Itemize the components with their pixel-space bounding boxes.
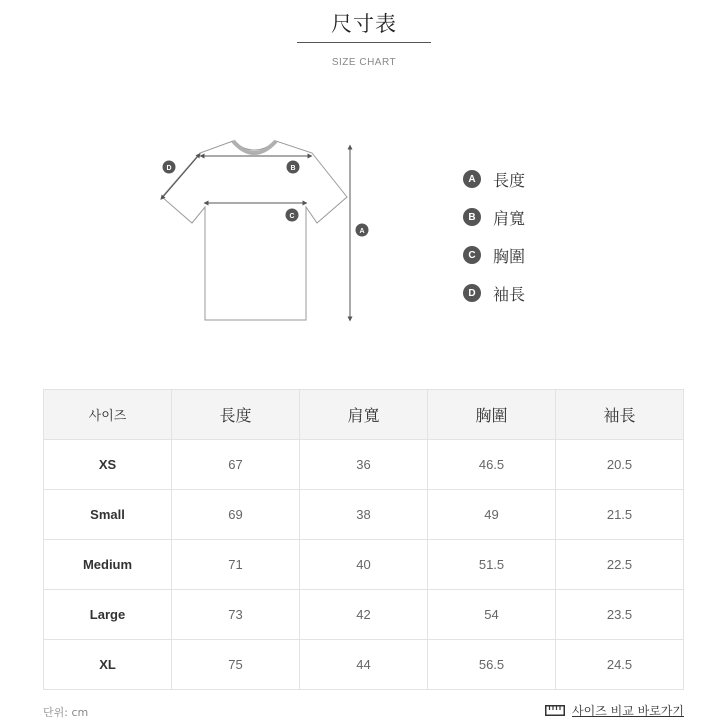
legend-badge: B [463,208,481,226]
table-cell: 54 [428,590,556,640]
table-cell: 42 [300,590,428,640]
size-compare-link[interactable] [545,702,684,719]
size-cell: Small [44,490,172,540]
column-header-chest: 胸圍 [428,390,556,440]
legend-item-chest [463,236,583,274]
table-cell: 22.5 [556,540,684,590]
tshirt-diagram [150,135,380,330]
size-cell: XL [44,640,172,690]
tshirt-outline [162,141,347,320]
legend-label: 袖長 [493,284,526,304]
table-cell: 49 [428,490,556,540]
column-header-shoulder: 肩寬 [300,390,428,440]
table-cell: 51.5 [428,540,556,590]
table-header-row [44,390,684,440]
column-header-size: 사이즈 [44,390,172,440]
table-cell: 40 [300,540,428,590]
legend-item-shoulder [463,198,583,236]
page-title: 尺寸表 [331,12,397,36]
svg-text:A: A [359,228,365,235]
table-cell: 69 [172,490,300,540]
table-cell: 21.5 [556,490,684,540]
measurement-legend [463,160,583,312]
svg-text:C: C [289,213,295,220]
size-cell: Large [44,590,172,640]
page-subtitle: SIZE CHART [331,57,397,68]
column-header-length: 長度 [172,390,300,440]
table-cell: 38 [300,490,428,540]
marker-c [286,209,299,222]
table-row [44,640,684,690]
legend-badge: C [463,246,481,264]
column-header-sleeve: 袖長 [556,390,684,440]
svg-text:D: D [166,165,172,172]
legend-badge: A [463,170,481,188]
table-row [44,540,684,590]
table-cell: 24.5 [556,640,684,690]
legend-label: 肩寬 [493,208,526,228]
marker-a [356,224,369,237]
title-divider [297,42,431,43]
table-cell: 46.5 [428,440,556,490]
table-cell: 20.5 [556,440,684,490]
table-row [44,490,684,540]
table-row [44,590,684,640]
svg-text:B: B [290,165,296,172]
marker-b [287,161,300,174]
legend-label: 長度 [493,170,526,190]
table-cell: 44 [300,640,428,690]
table-cell: 23.5 [556,590,684,640]
table-cell: 56.5 [428,640,556,690]
table-cell: 71 [172,540,300,590]
table-cell: 36 [300,440,428,490]
size-cell: Medium [44,540,172,590]
size-table [43,389,684,690]
legend-badge: D [463,284,481,302]
marker-d [163,161,176,174]
table-cell: 75 [172,640,300,690]
legend-label: 胸圍 [493,246,526,266]
legend-item-sleeve [463,274,583,312]
table-cell: 67 [172,440,300,490]
table-cell: 73 [172,590,300,640]
legend-item-length [463,160,583,198]
size-compare-label[interactable]: 사이즈 비교 바로가기 [572,704,684,718]
unit-note: 단위: cm [43,706,89,719]
ruler-icon [545,705,565,716]
table-row [44,440,684,490]
size-cell: XS [44,440,172,490]
